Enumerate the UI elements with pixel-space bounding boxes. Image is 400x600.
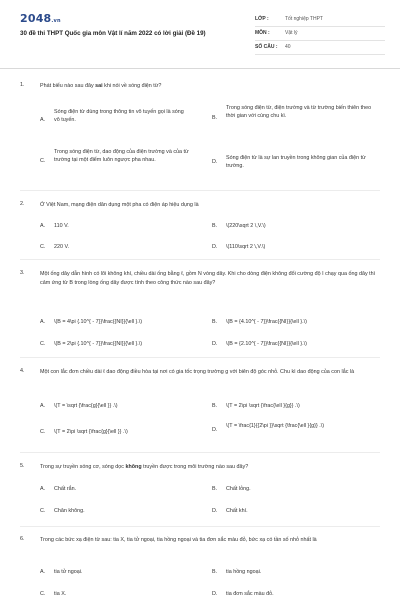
option-a[interactable]: A. Sóng điện từ dùng trong thông tin vô tuyến gọi là sóng vô tuyến.: [40, 109, 184, 123]
meta-value: 40: [285, 44, 291, 50]
question-text: Trong sự truyền sóng cơ, sóng dọc không truyền được trong môi trường nào sau đây?: [40, 464, 249, 470]
meta-key: LỚP :: [255, 16, 269, 22]
question-divider: [20, 190, 380, 191]
meta-value: Vật lý: [285, 30, 298, 36]
option-b[interactable]: B. tia hồng ngoại.: [212, 569, 262, 575]
question-divider: [20, 452, 380, 453]
meta-row-count: [255, 41, 385, 55]
question-divider: [20, 526, 380, 527]
meta-key: SỐ CÂU :: [255, 44, 278, 50]
option-c[interactable]: C. Chân không.: [40, 508, 85, 514]
document-title: 30 đề thi THPT Quốc gia môn Vật lí năm 2022 có lời giải (Đề 19): [20, 30, 206, 37]
option-a[interactable]: A. tia tử ngoại.: [40, 569, 83, 575]
question-number: 6.: [20, 536, 25, 542]
question-number: 3.: [20, 270, 25, 276]
question-number: 1.: [20, 82, 25, 88]
question-number: 5.: [20, 463, 25, 469]
option-d[interactable]: D. \(110\sqrt 2 \,V.\): [212, 244, 266, 250]
option-c[interactable]: C. 220 V.: [40, 244, 70, 250]
option-a[interactable]: A. \(T = \sqrt {\frac{g}{\ell }} .\): [40, 403, 118, 409]
site-logo[interactable]: 2048.vn: [20, 12, 61, 25]
question-divider: [20, 259, 380, 260]
meta-info: [255, 13, 385, 55]
option-c[interactable]: C. \(B = 2\pi {.10^{ - 7}}\frac{{NI}}{\ell }.\): [40, 341, 143, 347]
meta-key: MÔN :: [255, 30, 270, 36]
option-d[interactable]: D. \(T = \frac{1}{{2\pi }}\sqrt {\frac{\ell }{g}} .\): [212, 423, 325, 433]
option-b[interactable]: B. Trong sóng điện từ, điện trường và từ trường biến thiên theo thời gian với cùng chu kì.: [212, 105, 372, 121]
meta-row-class: [255, 13, 385, 27]
option-a[interactable]: A. Chất rắn.: [40, 486, 77, 492]
option-d[interactable]: D. tia đơn sắc màu đỏ.: [212, 591, 274, 597]
option-c[interactable]: C. Trong sóng điện từ, dao động của điện trường và của từ trường tại một điểm luôn ngược pha nhau.: [40, 149, 189, 164]
option-b[interactable]: B. Chất lỏng.: [212, 486, 251, 492]
question-number: 4.: [20, 368, 25, 374]
page-header: [0, 0, 400, 66]
option-d[interactable]: D. Sóng điện từ là sự lan truyền trong không gian của điện từ trường.: [212, 155, 366, 169]
meta-row-subject: [255, 27, 385, 41]
header-divider: [0, 68, 400, 69]
question-text: Một ống dây dẫn hình có lõi không khí, chiều dài ống bằng ℓ, gồm N vòng dây. Khi cho dòng điện không đổi cường độ I chạy qua ống dây thì cảm ứng từ B trong lòng ống dây được tính theo công thức nào sau đây?: [40, 271, 376, 286]
question-number: 2.: [20, 201, 25, 207]
option-d[interactable]: D. \(B = {2.10^{ - 7}}\frac{{NI}}{\ell }.\): [212, 341, 307, 347]
question-divider: [20, 357, 380, 358]
question-text: Trong các bức xạ điện từ sau: tia X, tia tử ngoại, tia hồng ngoại và tia đơn sắc màu đỏ, bức xạ có tần số nhỏ nhất là: [40, 537, 317, 543]
option-b[interactable]: B. \(B = {4.10^{ - 7}}\frac{{NI}}{\ell }.\): [212, 319, 307, 325]
question-text: Ở Việt Nam, mạng điện dân dụng một pha có điện áp hiệu dụng là: [40, 202, 199, 208]
option-a[interactable]: A. 110 V.: [40, 223, 69, 229]
option-c[interactable]: C. tia X.: [40, 591, 67, 597]
question-text: Phát biểu nào sau đây sai khi nói về sóng điện từ?: [40, 83, 162, 89]
option-c[interactable]: C. \(T = 2\pi \sqrt {\frac{g}{\ell }} .\): [40, 429, 128, 435]
question-text: Một con lắc đơn chiều dài ℓ dao động điều hòa tại nơi có gia tốc trọng trường g với biên độ góc nhỏ. Chu kì dao động của con lắc là: [40, 369, 355, 375]
option-d[interactable]: D. Chất khí.: [212, 508, 248, 514]
option-a[interactable]: A. \(B = 4\pi {.10^{ - 7}}\frac{{NI}}{\ell }.\): [40, 319, 143, 325]
meta-value: Tốt nghiệp THPT: [285, 16, 323, 22]
option-b[interactable]: B. \(T = 2\pi \sqrt {\frac{\ell }{g}} .\): [212, 403, 300, 409]
option-b[interactable]: B. \(220\sqrt 2 \,V.\): [212, 223, 266, 229]
